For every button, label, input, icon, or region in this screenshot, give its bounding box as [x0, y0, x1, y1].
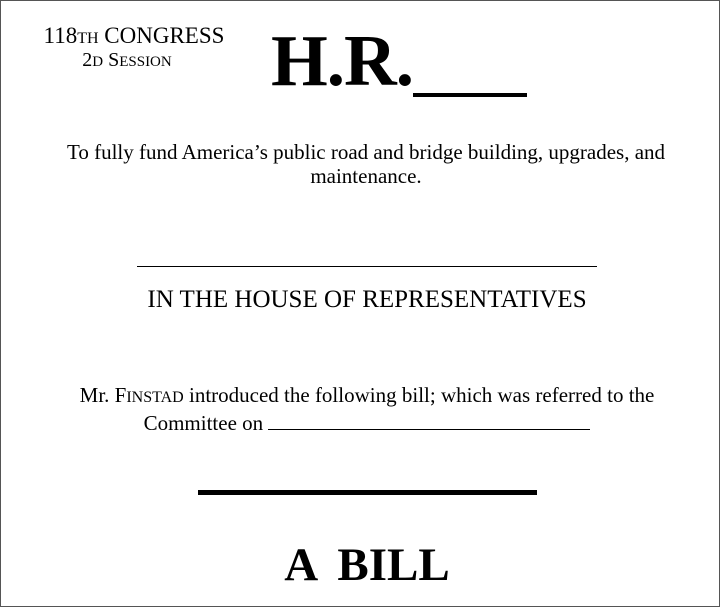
chamber-heading: IN THE HOUSE OF REPRESENTATIVES: [147, 286, 587, 313]
session-ordinal-suffix: D: [92, 54, 104, 70]
session-number: 2: [82, 49, 93, 71]
bill-title: To fully fund America’s public road and bridge building, upgrades, and maintenance.: [66, 140, 666, 188]
document-type-heading: A BILL: [284, 539, 450, 591]
bill-number-blank-line: [413, 21, 527, 97]
introduction-text: introduced the following bill; which was referred to the Committee on: [143, 383, 655, 435]
congress-label: [1, 23, 267, 52]
congress-number: 118: [43, 23, 78, 48]
congress-ordinal-suffix: TH: [77, 30, 99, 47]
introduction-statement: [41, 383, 693, 435]
sponsor-name-rest: INSTAD: [126, 389, 184, 406]
committee-blank-line: [268, 410, 590, 430]
sponsor-prefix: Mr.: [79, 383, 115, 407]
congress-word: CONGRESS: [104, 23, 225, 48]
sponsor-name-initial: F: [114, 383, 127, 407]
session-word-rest: ESSION: [119, 54, 172, 70]
bill-number-block: [271, 21, 527, 101]
bill-number-label: H.R.: [271, 20, 413, 101]
session-word-initial: S: [108, 49, 120, 71]
session-label: [1, 49, 253, 73]
bill-separator-rule: [198, 490, 537, 495]
title-separator-rule: [137, 266, 597, 267]
